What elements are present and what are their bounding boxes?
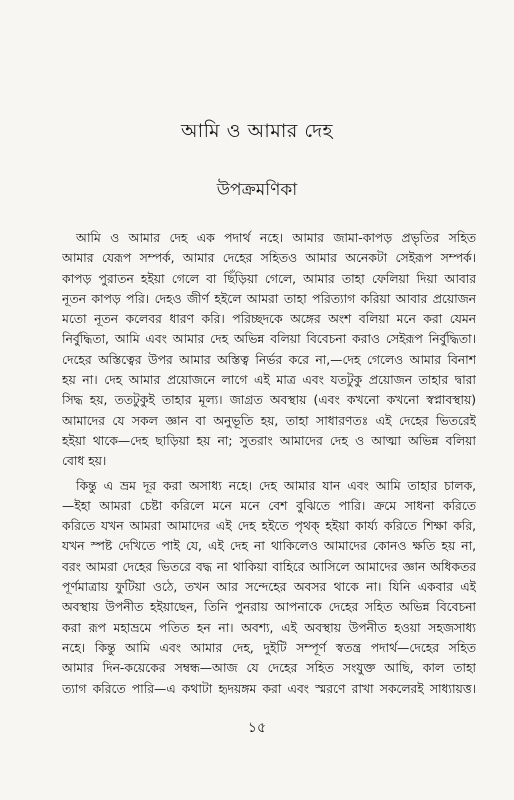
text-line: কিন্তু এ ভ্রম দূর করা অসাধ্য নহে। দেহ আমার যান এবং আমি তাহার চালক, (76, 478, 476, 493)
text-line: বোধ হয়। (62, 454, 107, 469)
text-line: সিদ্ধ হয়, ততটুকুই তাহার মূল্য। জাগ্রত অবস্থায় (এবং কখনো কখনো স্বপ্নাবস্থায়) (62, 393, 476, 408)
section-title: উপক্রমণিকা (216, 180, 298, 200)
text-line: কাপড় পুরাতন হইয়া গেলে বা ছিঁড়িয়া গেলে, আমার তাহা ফেলিয়া দিয়া আবার (62, 271, 476, 286)
text-line: পূর্ণমাত্রায় ফুটিয়া ওঠে, তখন আর সন্দেহের অবসর থাকে না। যিনি একবার এই (62, 580, 476, 595)
text-line: ত্যাগ করিতে পারি—এ কথাটা হৃদয়ঙ্গম করা এবং স্মরণে রাখা সকলেরই সাধ্যায়ত্ত। (62, 681, 476, 696)
text-line: নূতন কাপড় পরি। দেহও জীর্ণ হইলে আমরা তাহা পরিত্যাগ করিয়া আবার প্রয়োজন (62, 291, 476, 306)
text-line: অবস্থায় উপনীত হইয়াছেন, তিনি পুনরায় আপনাকে দেহের সহিত অভিন্ন বিবেচনা (62, 600, 476, 615)
text-line: দেহের অস্তিত্বের উপর আমার অস্তিত্ব নির্ভর করে না,—দেহ গেলেও আমার বিনাশ (62, 352, 476, 367)
text-line: আমি ও আমার দেহ এক পদার্থ নহে। আমার জামা-কাপড় প্রভৃতির সহিত (76, 231, 476, 245)
text-line: করা রূপ মহাভ্রমে পতিত হন না। অবশ্য, এই অবস্থায় উপনীত হওয়া সহজসাধ্য (62, 620, 476, 635)
text-line: যখন স্পষ্ট দেখিতে পাই যে, এই দেহ না থাকিলেও আমাদের কোনও ক্ষতি হয় না, (62, 539, 476, 554)
text-line: আমার দিন-কয়েকের সম্বন্ধ—আজ যে দেহের সহিত সংযুক্ত আছি, কাল তাহা (62, 661, 476, 676)
text-line: —ইহা আমরা চেষ্টা করিলে মনে মনে বেশ বুঝিতে পারি। ক্রমে সাধনা করিতে (62, 498, 476, 513)
text-line: হয় না। দেহ আমার প্রয়োজনে লাগে এই মাত্র এবং যতটুকু প্রয়োজন তাহার দ্বারা (62, 373, 476, 388)
chapter-title: আমি ও আমার দেহ (180, 120, 334, 142)
text-line: আমার যেরূপ সম্পর্ক, আমার দেহের সহিতও আমার অনেকটা সেইরূপ সম্পর্ক। (62, 251, 476, 266)
text-line: হইয়া থাকে—দেহ ছাড়িয়া হয় না; সুতরাং আমাদের দেহ ও আত্মা অভিন্ন বলিয়া (62, 433, 476, 448)
body-text (62, 228, 476, 699)
text-line: বরং আমরা দেহের ভিতরে বদ্ধ না থাকিয়া বাহিরে আসিলে আমাদের জ্ঞান অধিকতর (62, 559, 476, 574)
text-line: নহে। কিন্তু আমি এবং আমার দেহ, দুইটি সম্পূর্ণ স্বতন্ত্র পদার্থ—দেহের সহিত (62, 640, 476, 655)
text-line: মতো নূতন কলেবর ধারণ করি। পরিচ্ছদকে অঙ্গের অংশ বলিয়া মনে করা যেমন (62, 312, 476, 327)
text-line: আমাদের যে সকল জ্ঞান বা অনুভূতি হয়, তাহা সাধারণতঃ এই দেহের ভিতরেই (62, 413, 476, 428)
page-number: ১৫ (247, 720, 267, 736)
paragraph-1 (62, 228, 476, 472)
text-line: করিতে যখন আমরা আমাদের এই দেহ হইতে পৃথক্ হইয়া কার্য্য করিতে শিক্ষা করি, (62, 519, 476, 534)
text-line: নির্বুদ্ধিতা, আমি এবং আমার দেহ অভিন্ন বলিয়া বিবেচনা করাও সেইরূপ নির্বুদ্ধিতা। (62, 332, 476, 347)
paragraph-2 (62, 476, 476, 699)
